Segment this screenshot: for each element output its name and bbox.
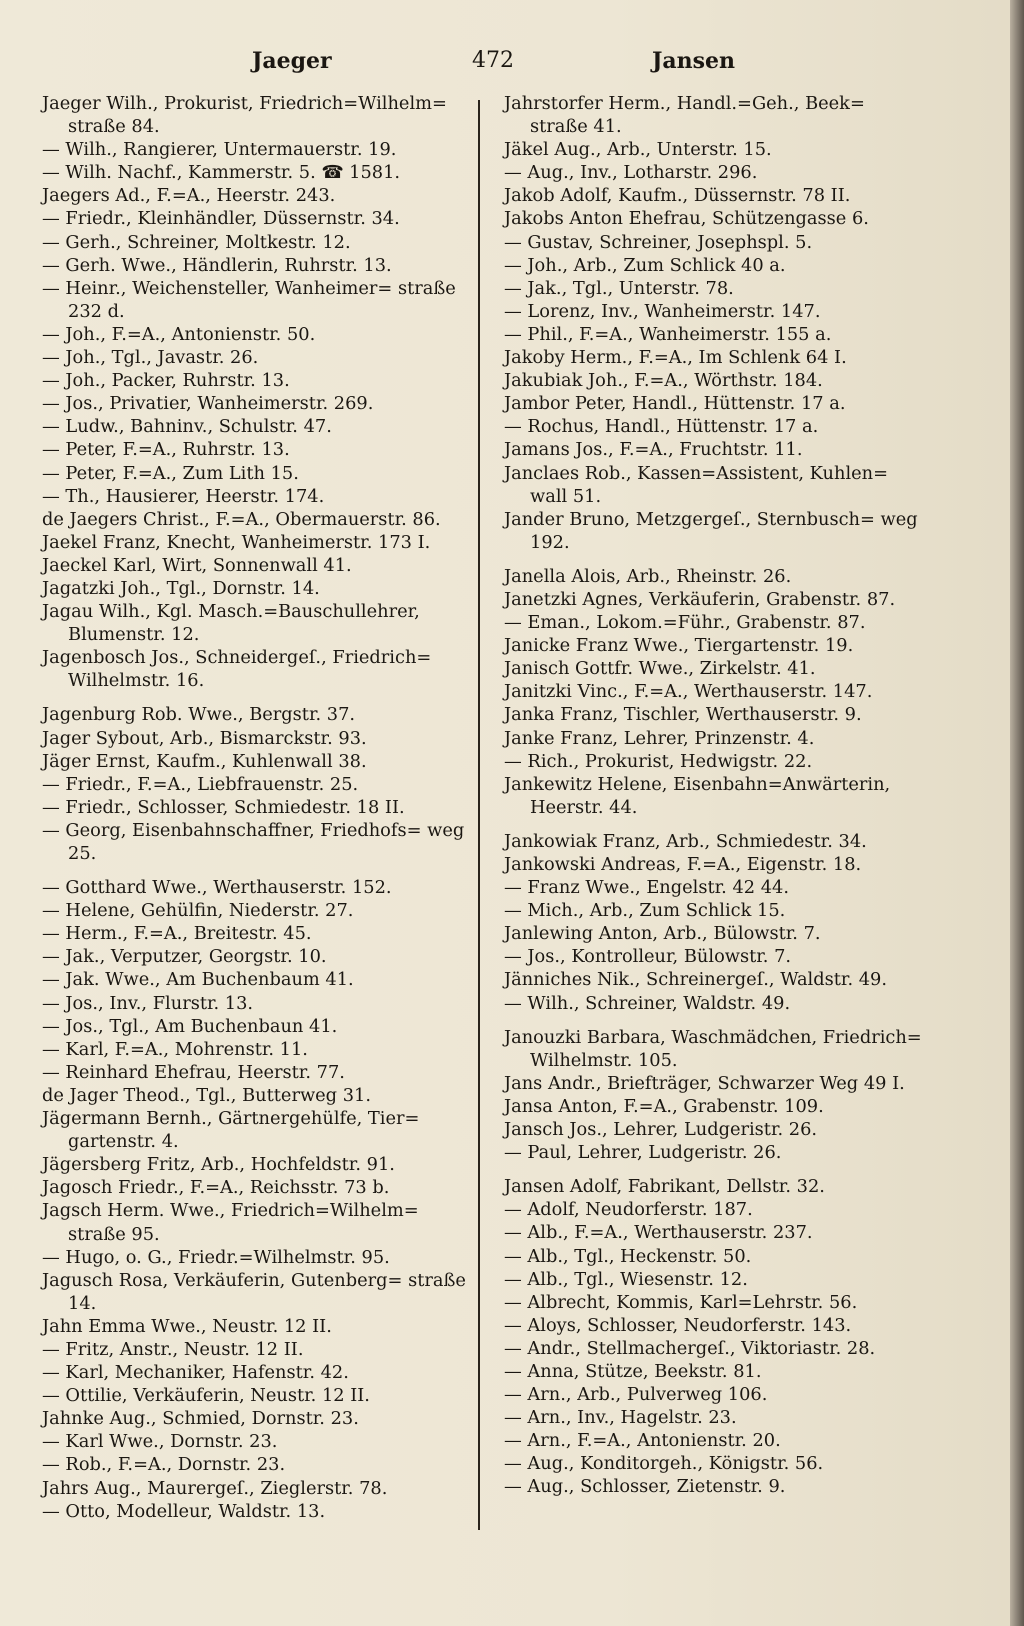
entry-separator <box>504 554 928 565</box>
directory-entry: — Ludw., Bahninv., Schulstr. 47. <box>42 416 332 438</box>
directory-entry: Jansch Jos., Lehrer, Ludgeristr. 26. <box>504 1119 818 1141</box>
directory-entry: — Jak. Wwe., Am Buchenbaum 41. <box>42 969 354 991</box>
directory-entry: — Peter, F.=A., Zum Lith 15. <box>42 462 299 484</box>
directory-entry: Jaegers Ad., F.=A., Heerstr. 243. <box>42 185 336 207</box>
directory-entry: — Jos., Inv., Flurstr. 13. <box>42 992 254 1014</box>
directory-entry: — Adolf, Neudorferstr. 187. <box>504 1199 753 1221</box>
directory-entry: Janke Franz, Lehrer, Prinzenstr. 4. <box>504 727 815 749</box>
directory-entry: — Mich., Arb., Zum Schlick 15. <box>504 900 786 922</box>
directory-entry: Jankowiak Franz, Arb., Schmiedestr. 34. <box>504 830 867 852</box>
directory-entry: — Th., Hausierer, Heerstr. 174. <box>42 485 325 507</box>
directory-entry: — Aug., Schlosser, Zietenstr. 9. <box>504 1476 786 1498</box>
directory-entry: Jaeger Wilh., Prokurist, Friedrich=Wilhelm= straße 84. <box>42 93 447 138</box>
header-right-keyword: Jansen <box>652 48 736 74</box>
directory-entry: — Gerh., Schreiner, Moltkestr. 12. <box>42 231 351 253</box>
directory-entry: — Aug., Konditorgeh., Königstr. 56. <box>504 1453 824 1475</box>
directory-entry: — Gerh. Wwe., Händlerin, Ruhrstr. 13. <box>42 254 392 276</box>
entry-separator <box>504 1164 928 1175</box>
directory-entry: — Reinhard Ehefrau, Heerstr. 77. <box>42 1061 345 1083</box>
directory-entry: de Jaegers Christ., F.=A., Obermauerstr. 86. <box>42 508 441 530</box>
directory-entry: — Otto, Modelleur, Waldstr. 13. <box>42 1500 326 1522</box>
directory-entry: — Paul, Lehrer, Ludgeristr. 26. <box>504 1142 782 1164</box>
directory-entry: Jahrs Aug., Maurergeſ., Zieglerstr. 78. <box>42 1477 388 1499</box>
directory-entry: Jagau Wilh., Kgl. Masch.=Bauschullehrer, Blumenstr. 12. <box>42 601 420 646</box>
directory-entry: Jahn Emma Wwe., Neustr. 12 II. <box>42 1315 332 1337</box>
directory-entry: — Friedr., Schlosser, Schmiedestr. 18 II. <box>42 796 405 818</box>
directory-entry: — Wilh. Nachf., Kammerstr. 5. ☎ 1581. <box>42 162 401 184</box>
directory-entry: Jänniches Nik., Schreinergeſ., Waldstr. 49. <box>504 969 888 991</box>
directory-entry: — Helene, Gehülfin, Niederstr. 27. <box>42 900 354 922</box>
directory-entry: — Joh., Packer, Ruhrstr. 13. <box>42 370 290 392</box>
directory-entry: Jansen Adolf, Fabrikant, Dellstr. 32. <box>504 1176 825 1198</box>
directory-entry: Jäger Ernst, Kaufm., Kuhlenwall 38. <box>42 750 367 772</box>
directory-entry: Jankowski Andreas, F.=A., Eigenstr. 18. <box>504 854 862 875</box>
entry-separator <box>42 692 472 703</box>
directory-entry: — Karl Wwe., Dornstr. 23. <box>42 1431 278 1453</box>
directory-entry: — Jos., Kontrolleur, Bülowstr. 7. <box>504 946 792 968</box>
directory-entry: de Jager Theod., Tgl., Butterweg 31. <box>42 1084 371 1106</box>
directory-entry: — Phil., F.=A., Wanheimerstr. 155 a. <box>504 323 832 345</box>
directory-entry: — Joh., F.=A., Antonienstr. 50. <box>42 323 316 345</box>
directory-entry: — Franz Wwe., Engelstr. 42 44. <box>504 877 790 899</box>
directory-entry: — Arn., Arb., Pulverweg 106. <box>504 1384 768 1406</box>
directory-entry: — Arn., Inv., Hagelstr. 23. <box>504 1407 737 1429</box>
directory-entry: Jans Andr., Briefträger, Schwarzer Weg 49 I. <box>504 1072 905 1094</box>
directory-entry: — Wilh., Rangierer, Untermauerstr. 19. <box>42 139 397 161</box>
directory-entry: Jaekel Franz, Knecht, Wanheimerstr. 173 I. <box>42 531 431 553</box>
entry-separator <box>504 819 928 830</box>
directory-entry: — Jos., Privatier, Wanheimerstr. 269. <box>42 393 374 415</box>
directory-entry: — Rich., Prokurist, Hedwigstr. 22. <box>504 750 813 772</box>
directory-entry: Jagenbosch Jos., Schneidergeſ., Friedrich= Wilhelmstr. 16. <box>42 647 432 692</box>
directory-entry: — Heinr., Weichensteller, Wanheimer= straße 232 d. <box>42 277 456 322</box>
directory-entry: — Hugo, o. G., Friedr.=Wilhelmstr. 95. <box>42 1246 390 1268</box>
directory-entry: — Aloys, Schlosser, Neudorferstr. 143. <box>504 1314 852 1336</box>
directory-entry: — Jos., Tgl., Am Buchenbaun 41. <box>42 1015 338 1037</box>
directory-entry: Jägersberg Fritz, Arb., Hochfeldstr. 91. <box>42 1154 395 1176</box>
directory-entry: — Alb., Tgl., Heckenstr. 50. <box>504 1245 752 1267</box>
directory-entry: — Eman., Lokom.=Führ., Grabenstr. 87. <box>504 612 866 634</box>
directory-entry: Jander Bruno, Metzgergeſ., Sternbusch= weg 192. <box>504 508 918 553</box>
directory-entry: — Joh., Arb., Zum Schlick 40 a. <box>504 254 786 276</box>
directory-entry: — Andr., Stellmachergeſ., Viktoriastr. 28. <box>504 1337 876 1359</box>
directory-entry: Jambor Peter, Handl., Hüttenstr. 17 a. <box>504 393 846 415</box>
directory-entry: — Joh., Tgl., Javastr. 26. <box>42 347 259 369</box>
page-number: 472 <box>472 48 514 73</box>
left-column <box>42 92 472 1523</box>
directory-entry: — Albrecht, Kommis, Karl=Lehrstr. 56. <box>504 1291 858 1313</box>
directory-entry: — Herm., F.=A., Breitestr. 45. <box>42 923 312 945</box>
directory-entry: Janicke Franz Wwe., Tiergartenstr. 19. <box>504 635 854 657</box>
directory-entry: Jaeckel Karl, Wirt, Sonnenwall 41. <box>42 554 352 576</box>
directory-entry: Jamans Jos., F.=A., Fruchtstr. 11. <box>504 439 803 461</box>
directory-entry: Jäkel Aug., Arb., Unterstr. 15. <box>504 139 772 161</box>
directory-entry: Jakoby Herm., F.=A., Im Schlenk 64 I. <box>504 347 847 369</box>
directory-entry: — Peter, F.=A., Ruhrstr. 13. <box>42 439 290 461</box>
directory-entry: Janella Alois, Arb., Rheinstr. 26. <box>504 565 792 587</box>
directory-entry: Janitzki Vinc., F.=A., Werthauserstr. 147. <box>504 681 873 703</box>
directory-entry: Janlewing Anton, Arb., Bülowstr. 7. <box>504 923 821 945</box>
directory-entry: Janetzki Agnes, Verkäuferin, Grabenstr. 87. <box>504 588 896 610</box>
directory-entry: — Friedr., F.=A., Liebfrauenstr. 25. <box>42 773 359 795</box>
directory-entry: Jagosch Friedr., F.=A., Reichsstr. 73 b. <box>42 1177 390 1199</box>
directory-entry: Janka Franz, Tischler, Werthauserstr. 9. <box>504 704 862 726</box>
directory-entry: — Aug., Inv., Lotharstr. 296. <box>504 162 758 184</box>
directory-entry: — Jak., Verputzer, Georgstr. 10. <box>42 946 327 968</box>
book-binding-shadow <box>1010 0 1024 1626</box>
directory-entry: Jägermann Bernh., Gärtnergehülfe, Tier= gartenstr. 4. <box>42 1108 420 1153</box>
directory-entry: — Ottilie, Verkäuferin, Neustr. 12 II. <box>42 1385 370 1407</box>
directory-entry: — Georg, Eisenbahnschaffner, Friedhofs= weg 25. <box>42 819 465 864</box>
directory-entry: Jagenburg Rob. Wwe., Bergstr. 37. <box>42 704 356 726</box>
directory-entry: Janisch Gottfr. Wwe., Zirkelstr. 41. <box>504 658 816 680</box>
header-left-keyword: Jaeger <box>252 48 332 74</box>
directory-entry: — Karl, Mechaniker, Hafenstr. 42. <box>42 1362 349 1384</box>
directory-entry: Jahrstorfer Herm., Handl.=Geh., Beek= straße 41. <box>504 93 865 138</box>
directory-entry: Janouzki Barbara, Waschmädchen, Friedrich= Wilhelmstr. 105. <box>504 1026 922 1071</box>
directory-entry: Jakobs Anton Ehefrau, Schützengasse 6. <box>504 208 869 230</box>
entry-separator <box>42 865 472 876</box>
directory-entry: — Rochus, Handl., Hüttenstr. 17 a. <box>504 416 819 438</box>
directory-entry: — Lorenz, Inv., Wanheimerstr. 147. <box>504 300 821 322</box>
directory-entry: — Gustav, Schreiner, Josephspl. 5. <box>504 231 813 253</box>
directory-entry: — Jak., Tgl., Unterstr. 78. <box>504 277 734 299</box>
directory-entry: Jagatzki Joh., Tgl., Dornstr. 14. <box>42 577 320 599</box>
directory-entry: — Fritz, Anstr., Neustr. 12 II. <box>42 1338 304 1360</box>
directory-entry: Jansa Anton, F.=A., Grabenstr. 109. <box>504 1095 824 1117</box>
page-header <box>40 48 740 82</box>
directory-entry: — Rob., F.=A., Dornstr. 23. <box>42 1454 286 1476</box>
directory-entry: Jagusch Rosa, Verkäuferin, Gutenberg= straße 14. <box>42 1269 466 1314</box>
directory-entry: Jakob Adolf, Kaufm., Düssernstr. 78 II. <box>504 185 851 207</box>
directory-entry: — Wilh., Schreiner, Waldstr. 49. <box>504 992 791 1014</box>
directory-entry: Jankewitz Helene, Eisenbahn=Anwärterin, Heerstr. 44. <box>504 773 891 818</box>
directory-entry: — Friedr., Kleinhändler, Düssernstr. 34. <box>42 208 400 230</box>
directory-entry: — Arn., F.=A., Antonienstr. 20. <box>504 1430 781 1452</box>
directory-entry: — Karl, F.=A., Mohrenstr. 11. <box>42 1038 308 1060</box>
directory-entry: — Alb., Tgl., Wiesenstr. 12. <box>504 1268 748 1290</box>
directory-entry: — Gotthard Wwe., Werthauserstr. 152. <box>42 877 392 899</box>
directory-entry: Jakubiak Joh., F.=A., Wörthstr. 184. <box>504 370 823 392</box>
directory-entry: — Alb., F.=A., Werthauserstr. 237. <box>504 1222 813 1244</box>
directory-entry: Jahnke Aug., Schmied, Dornstr. 23. <box>42 1408 359 1430</box>
directory-entry: Janclaes Rob., Kassen=Assistent, Kuhlen= wall 51. <box>504 462 888 507</box>
entry-separator <box>504 1015 928 1026</box>
directory-entry: Jagsch Herm. Wwe., Friedrich=Wilhelm= straße 95. <box>42 1200 419 1245</box>
directory-entry: — Anna, Stütze, Beekstr. 81. <box>504 1360 762 1382</box>
right-column <box>504 92 928 1499</box>
column-divider <box>478 100 480 1530</box>
directory-entry: Jager Sybout, Arb., Bismarckstr. 93. <box>42 727 367 749</box>
